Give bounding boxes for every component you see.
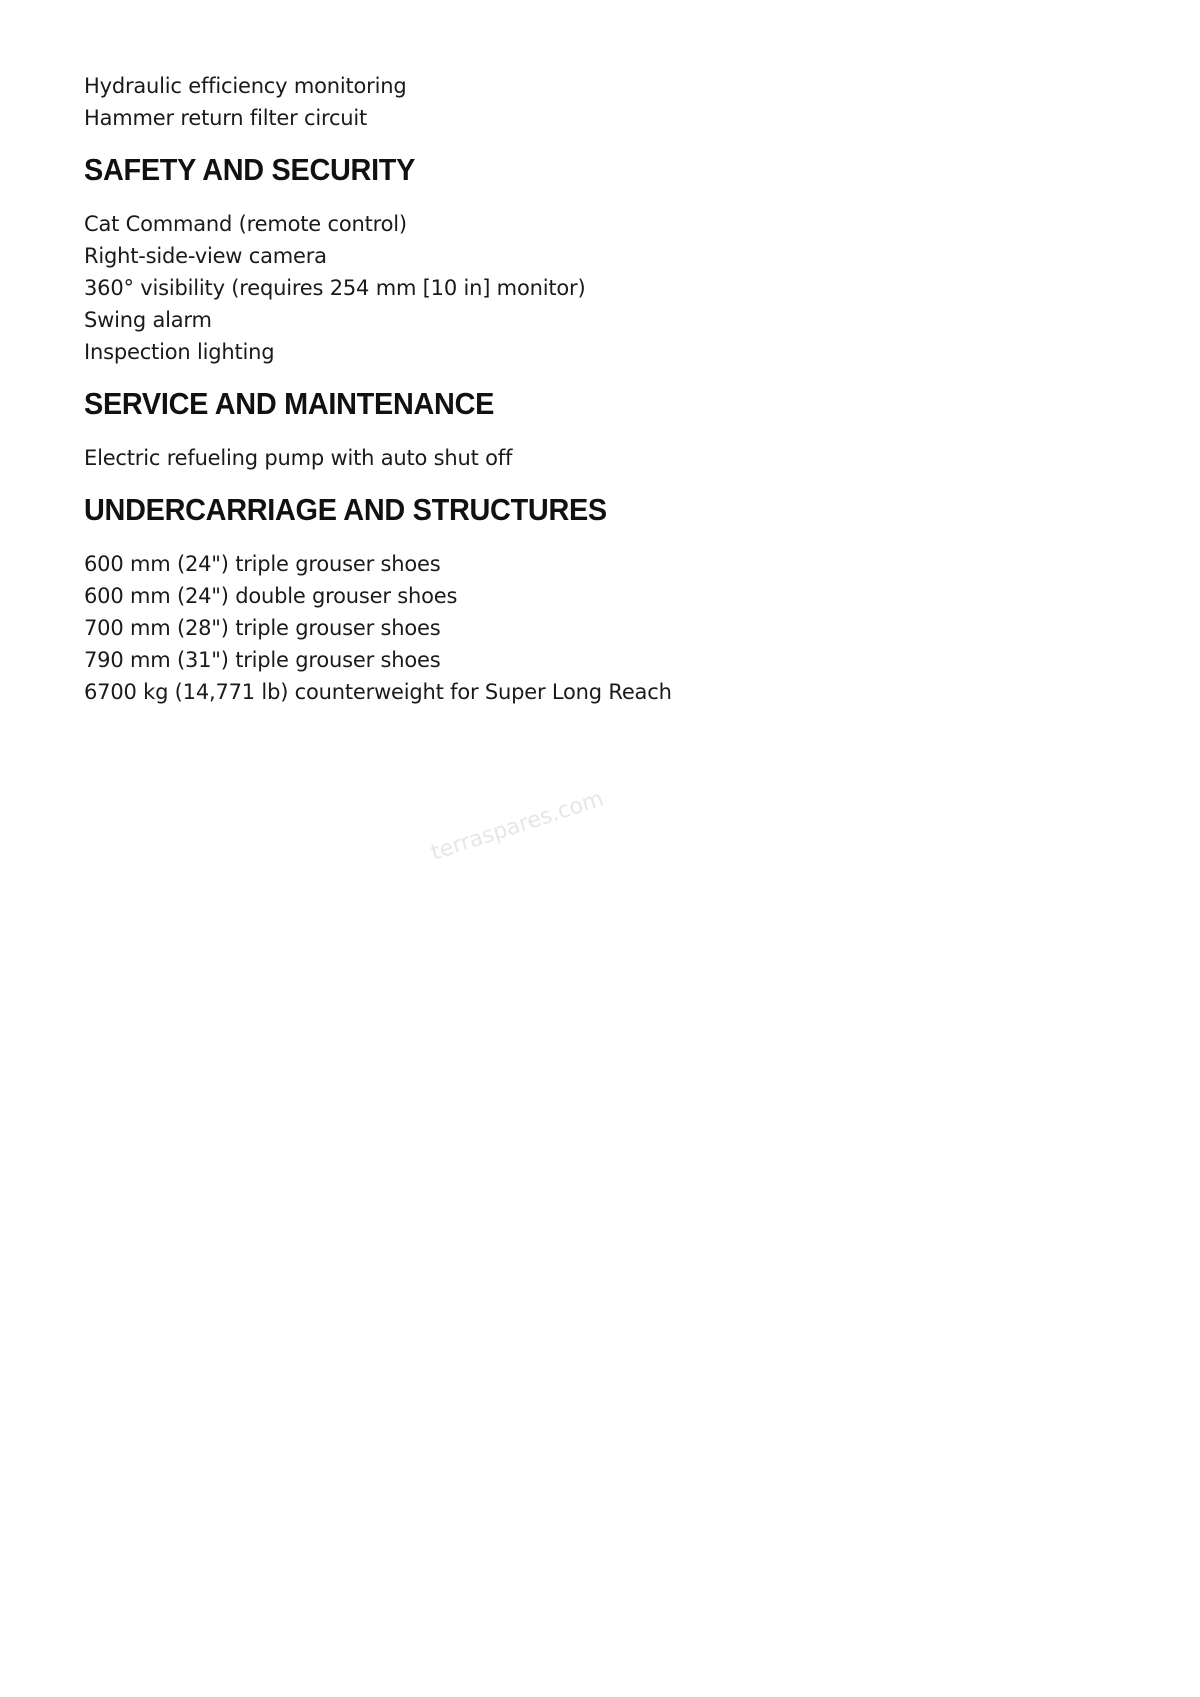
watermark: terraspares.com: [428, 786, 607, 866]
list-item: Hydraulic efficiency monitoring: [84, 74, 407, 98]
list-item: Right-side-view camera: [84, 244, 327, 268]
list-item: Inspection lighting: [84, 340, 275, 364]
list-item: Swing alarm: [84, 308, 212, 332]
section-heading: SERVICE AND MAINTENANCE: [84, 386, 495, 421]
safety-section: [84, 152, 1124, 368]
section-heading: UNDERCARRIAGE AND STRUCTURES: [84, 492, 607, 527]
list-item: 700 mm (28") triple grouser shoes: [84, 616, 441, 640]
document-page: [84, 70, 1124, 708]
intro-list: [84, 70, 1124, 134]
list-item: Electric refueling pump with auto shut off: [84, 446, 513, 470]
list-item: 360° visibility (requires 254 mm [10 in] monitor): [84, 276, 586, 300]
list-item: Hammer return filter circuit: [84, 106, 368, 130]
undercarriage-section: [84, 492, 1124, 708]
list-item: Cat Command (remote control): [84, 212, 407, 236]
list-item: 600 mm (24") double grouser shoes: [84, 584, 458, 608]
section-heading: SAFETY AND SECURITY: [84, 152, 416, 187]
list-item: 6700 kg (14,771 lb) counterweight for Super Long Reach: [84, 680, 672, 704]
service-section: [84, 386, 1124, 474]
list-item: 790 mm (31") triple grouser shoes: [84, 648, 441, 672]
list-item: 600 mm (24") triple grouser shoes: [84, 552, 441, 576]
